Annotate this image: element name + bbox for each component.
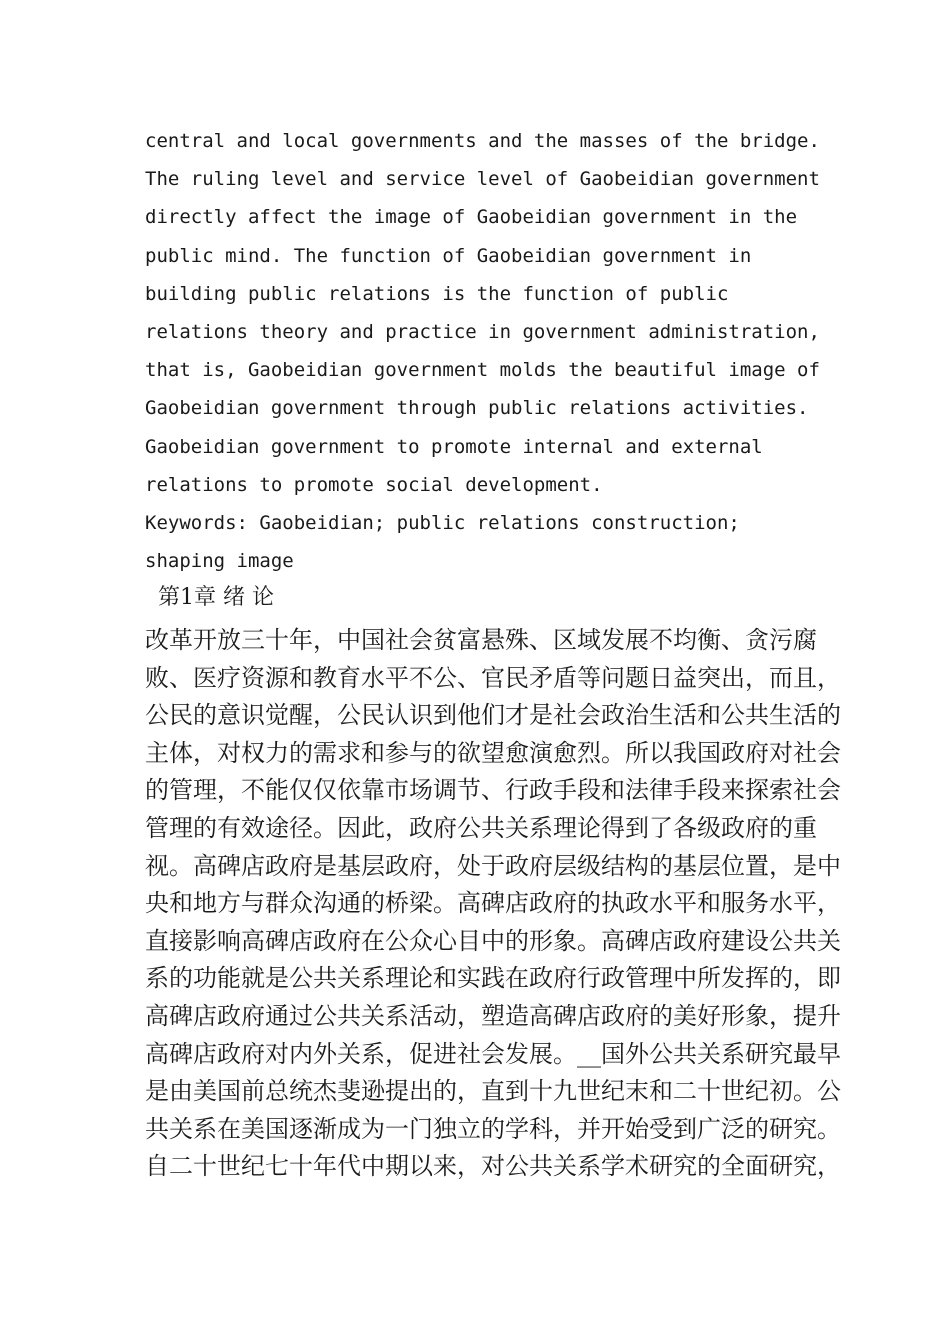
chapter-body-text xyxy=(145,622,841,1186)
abstract-line: Gaobeidian government through public relations activities. xyxy=(145,397,809,420)
body-line: 直接影响高碑店政府在公众心目中的形象。高碑店政府建设公共关 xyxy=(145,926,841,955)
body-line: 视。高碑店政府是基层政府，处于政府层级结构的基层位置，是中 xyxy=(145,851,841,880)
body-line: 是由美国前总统杰斐逊提出的，直到十九世纪末和二十世纪初。公 xyxy=(145,1077,841,1106)
keywords-line: Keywords: Gaobeidian; public relations construction; xyxy=(145,511,740,534)
body-line: 系的功能就是公共关系理论和实践在政府行政管理中所发挥的，即 xyxy=(145,964,841,993)
english-abstract xyxy=(145,122,825,580)
abstract-line: Gaobeidian government to promote internal and external xyxy=(145,435,763,458)
abstract-line: public mind. The function of Gaobeidian government in xyxy=(145,244,752,267)
abstract-line: The ruling level and service level of Gaobeidian government xyxy=(145,168,820,191)
body-line: 自二十世纪七十年代中期以来，对公共关系学术研究的全面研究， xyxy=(145,1152,841,1181)
chapter-heading: 第1章 绪 论 xyxy=(158,585,274,610)
body-line: 公民的意识觉醒，公民认识到他们才是社会政治生活和公共生活的 xyxy=(145,701,841,730)
abstract-line: central and local governments and the masses of the bridge. xyxy=(145,130,820,152)
abstract-line: directly affect the image of Gaobeidian government in the xyxy=(145,206,798,229)
abstract-line: relations theory and practice in government administration, xyxy=(145,320,820,343)
abstract-line: that is, Gaobeidian government molds the beautiful image of xyxy=(145,359,820,382)
keywords-line: shaping image xyxy=(145,550,294,573)
body-line: 败、医疗资源和教育水平不公、官民矛盾等问题日益突出，而且， xyxy=(145,663,841,692)
body-line: 高碑店政府对内外关系，促进社会发展。__国外公共关系研究最早 xyxy=(145,1039,841,1068)
body-line: 共关系在美国逐渐成为一门独立的学科，并开始受到广泛的研究。 xyxy=(145,1114,841,1143)
body-line: 的管理，不能仅仅依靠市场调节、行政手段和法律手段来探索社会 xyxy=(145,776,841,805)
body-line: 管理的有效途径。因此，政府公共关系理论得到了各级政府的重 xyxy=(145,813,817,842)
body-line: 央和地方与群众沟通的桥梁。高碑店政府的执政水平和服务水平， xyxy=(145,889,841,918)
body-line: 主体，对权力的需求和参与的欲望愈演愈烈。所以我国政府对社会 xyxy=(145,738,841,767)
abstract-line: relations to promote social development. xyxy=(145,473,603,496)
body-line: 改革开放三十年，中国社会贫富悬殊、区域发展不均衡、贪污腐 xyxy=(145,626,817,654)
abstract-line: building public relations is the function of public xyxy=(145,282,729,305)
body-line: 高碑店政府通过公共关系活动，塑造高碑店政府的美好形象，提升 xyxy=(145,1001,841,1030)
